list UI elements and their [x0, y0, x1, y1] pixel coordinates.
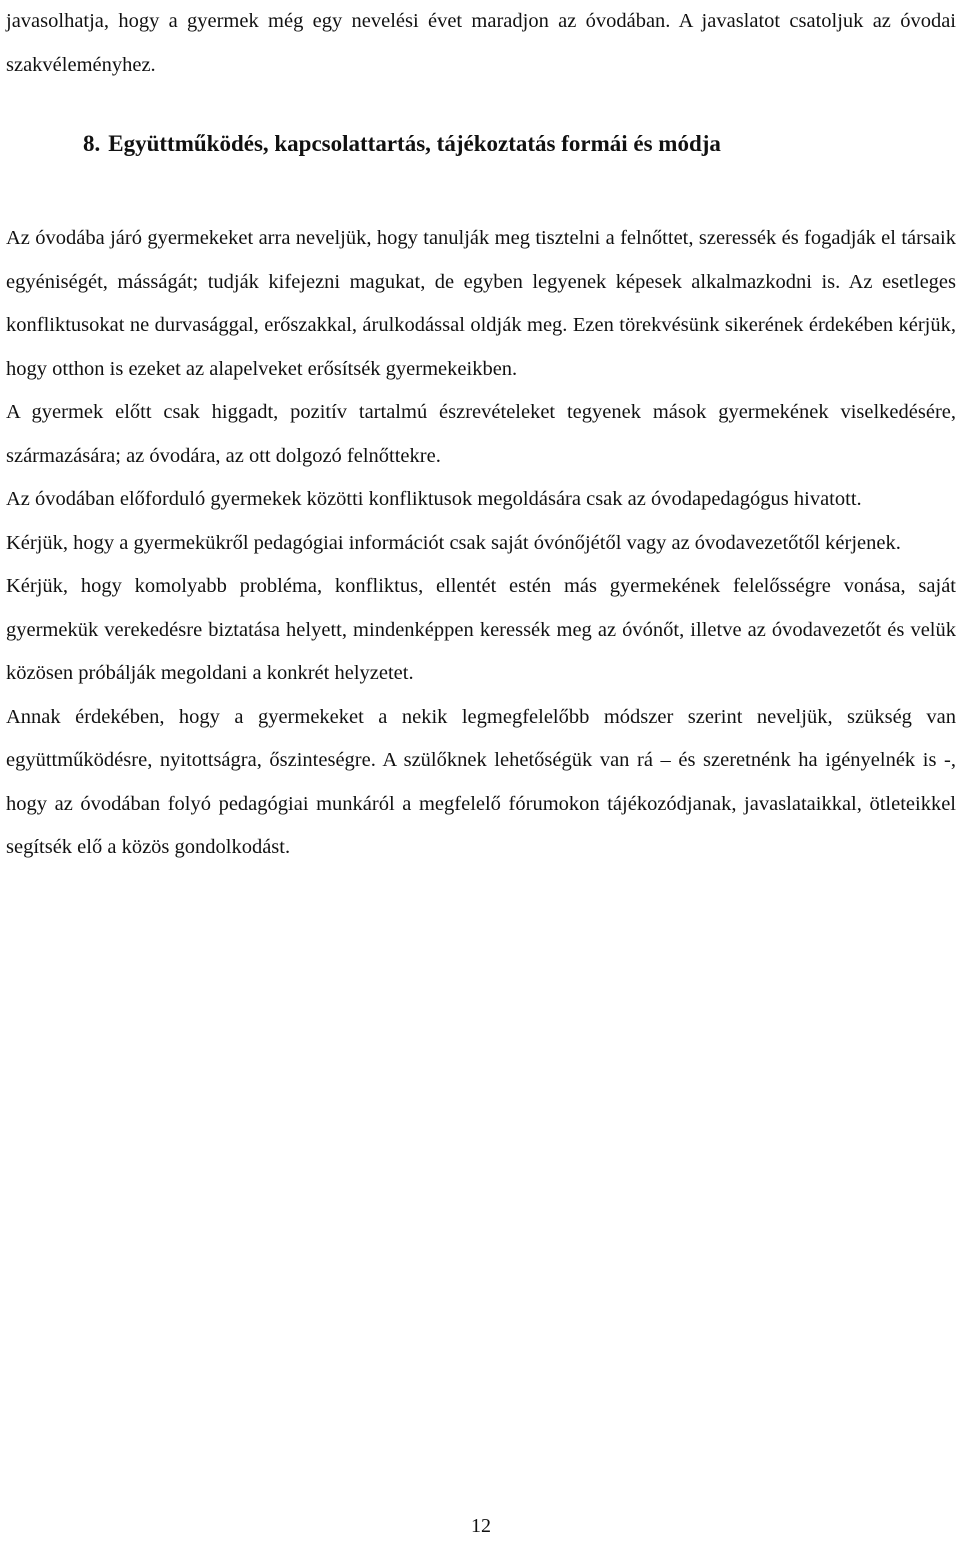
section-heading [83, 124, 721, 164]
document-page [6, 0, 956, 1537]
section-number: 8. [83, 131, 101, 156]
paragraph-conflict-resolution: Az óvodában előforduló gyermekek közötti konfliktusok megoldására csak az óvodapedagógus hivatott. [6, 488, 862, 510]
paragraph-serious-problems: Kérjük, hogy komolyabb probléma, konfliktus, ellentét estén más gyermekének felelősségre vonása, saját gyermekük verekedésre biztatása helyett, mindenképpen keressék meg az óvónőt, illetve az óvodavezetőt és velük közösen próbálják megoldani a konkrét helyzetet. [6, 575, 956, 684]
paragraph-upbringing-principles: Az óvodába járó gyermekeket arra neveljük, hogy tanulják meg tisztelni a felnőttet, szeressék és fogadják el társaik egyéniségét, másságát; tudják kifejezni magukat, de egyben legyenek képesek alkalmazkodni is. Az esetleges konfliktusokat ne durvasággal, erőszakkal, árulkodással oldják meg. Ezen törekvésünk sikerének érdekében kérjük, hogy otthon is ezeket az alapelveket erősítsék gyermekeikben. [6, 227, 956, 380]
paragraph-cooperation: Annak érdekében, hogy a gyermekeket a nekik legmegfelelőbb módszer szerint neveljük, szükség van együttműködésre, nyitottságra, őszinteségre. A szülőknek lehetőségük van rá – és szeretnénk ha igényelnék is -, hogy az óvodában folyó pedagógiai munkáról a megfelelő fórumokon tájékozódjanak, javaslataikkal, ötleteikkel segítsék elő a közös gondolkodást. [6, 705, 956, 858]
section-title: Együttműködés, kapcsolattartás, tájékoztatás formái és módja [108, 131, 721, 156]
page-number: 12 [471, 1515, 491, 1537]
paragraph-calm-remarks: A gyermek előtt csak higgadt, pozitív tartalmú észrevételeket tegyenek mások gyermekének viselkedésére, származására; az óvodára, az ott dolgozó felnőttekre. [6, 401, 956, 467]
intro-paragraph: javasolhatja, hogy a gyermek még egy nevelési évet maradjon az óvodában. A javaslatot csatoljuk az óvodai szakvéleményhez. [6, 10, 956, 76]
paragraph-pedagogical-info: Kérjük, hogy a gyermekükről pedagógiai információt csak saját óvónőjétől vagy az óvodavezetőtől kérjenek. [6, 531, 901, 554]
section-body [6, 217, 956, 870]
